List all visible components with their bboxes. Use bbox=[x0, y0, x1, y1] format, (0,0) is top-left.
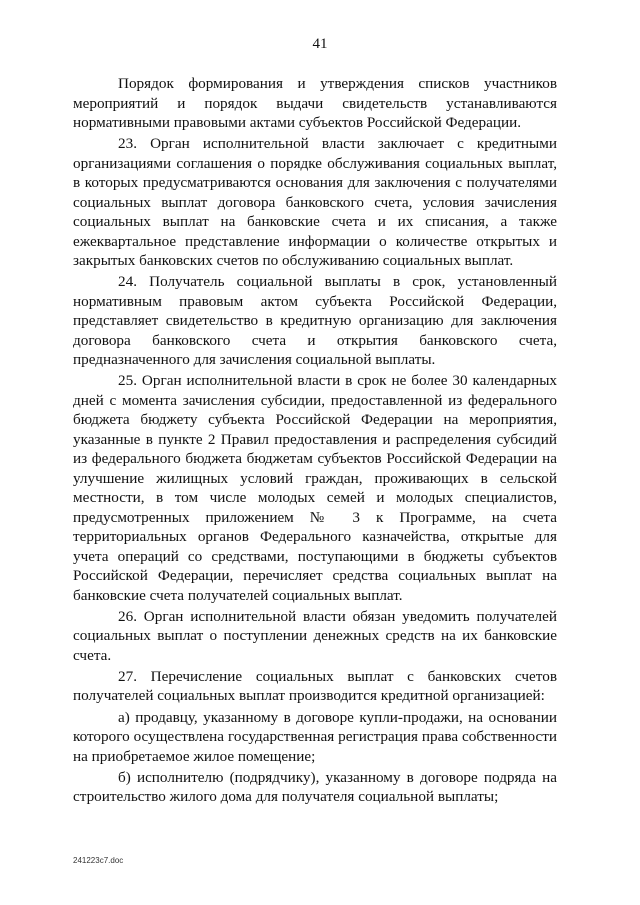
paragraph-item-24: 24. Получатель социальной выплаты в срок, установленный нормативным правовым актом субъекта Российской Федерации, представляет свидетельство в кредитную организацию для заключения договора банковского счета и открытия банковского счета, предназначенного для зачисления социальной выплаты. bbox=[73, 273, 557, 369]
paragraph-item-26: 26. Орган исполнительной власти обязан уведомить получателей социальных выплат о поступлении денежных средств на их банковские счета. bbox=[73, 607, 557, 664]
subparagraph-b: б) исполнителю (подрядчику), указанному в договоре подряда на строительство жилого дома для получателя социальной выплаты; bbox=[73, 768, 557, 806]
paragraph: Порядок формирования и утверждения списков участников мероприятий и порядок выдачи свидетельств устанавливаются нормативными правовыми актами субъектов Российской Федерации. bbox=[73, 75, 557, 131]
footer-file-code: 241223с7.doc bbox=[73, 856, 124, 865]
page-number: 41 bbox=[312, 36, 328, 52]
document-body bbox=[73, 74, 557, 808]
subparagraph-a: а) продавцу, указанному в договоре купли-продажи, на основании которого осуществлена государственная регистрация права собственности на приобретаемое жилое помещение; bbox=[73, 708, 557, 765]
paragraph-item-25: 25. Орган исполнительной власти в срок не более 30 календарных дней с момента зачисления субсидии, предоставленной из федерального бюджета бюджету субъекта Российской Федерации на мероприятия, указанные в пункте 2 Правил предоставления и распределения субсидий из федерального бюджета бюджетам субъектов Российской Федерации на улучшение жилищных условий граждан, проживающих в сельской местности, в том числе молодых семей и молодых специалистов, предусмотренных приложением № 3 к Программе, на счета территориальных органов Федерального казначейства, открытые для учета операций со средствами, поступающими в бюджеты субъектов Российской Федерации, перечисляет средства социальных выплат на банковские счета получателей социальных выплат. bbox=[73, 372, 557, 604]
paragraph-item-27: 27. Перечисление социальных выплат с банковских счетов получателей социальных выплат производится кредитной организацией: bbox=[73, 667, 557, 705]
paragraph-item-23: 23. Орган исполнительной власти заключает с кредитными организациями соглашения о порядке обслуживания социальных выплат, в которых предусматриваются основания для заключения с получателями социальных выплат договора банковского счета, условия зачисления социальных выплат на банковские счета и их списания, а также ежеквартальное представление информации о количестве открытых и закрытых банковских счетов по обслуживанию социальных выплат. bbox=[73, 135, 557, 270]
